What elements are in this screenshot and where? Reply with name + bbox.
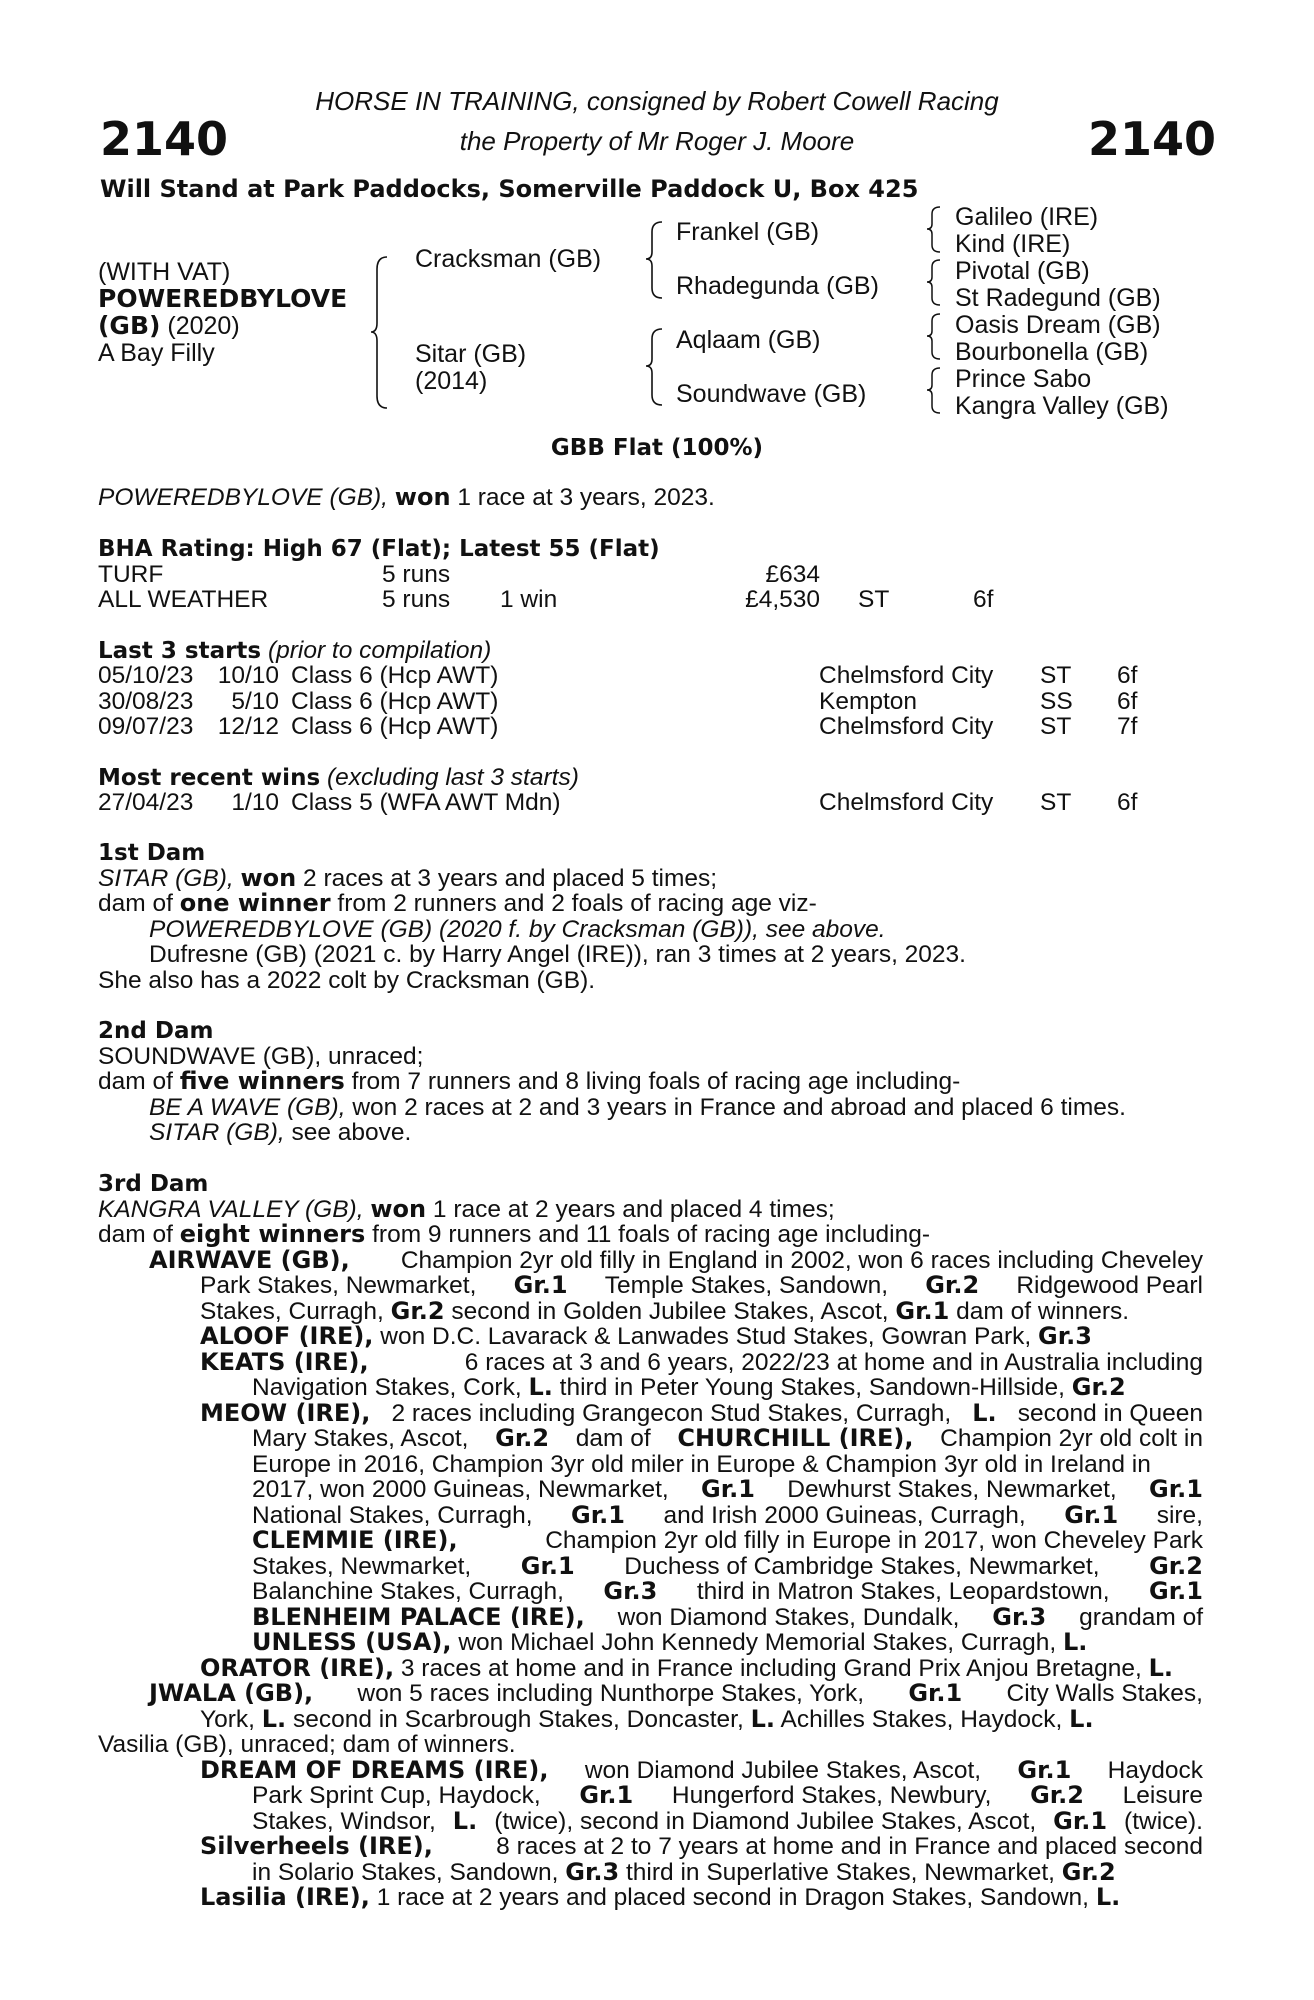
lasilia-line: Lasilia (IRE), 1 race at 2 years and placed second in Dragon Stakes, Sandown, L. (200, 1883, 1121, 1911)
meow-line2: Mary Stakes, Ascot, Gr.2 dam of CHURCHILL (IRE), Champion 2yr old colt in (252, 1424, 1203, 1452)
dam1-line2: dam of one winner from 2 runners and 2 foals of racing age viz- (98, 889, 817, 917)
rating-going: ST (858, 586, 890, 613)
recent-wins-note: (excluding last 3 starts) (326, 764, 579, 791)
vat-label: (WITH VAT) (98, 258, 231, 286)
summary-won: won (394, 483, 451, 511)
last3-date: 09/07/23 (98, 713, 194, 740)
pedigree-bracket-g1 (928, 205, 944, 255)
pedigree-bracket-main (373, 255, 393, 410)
jwala-line1: JWALA (GB), won 5 races including Nunthorpe Stakes, York, Gr.1 City Walls Stakes, (149, 1679, 1203, 1707)
dam1-line3: POWEREDBYLOVE (GB) (2020 f. by Cracksman (GB)), see above. (149, 916, 886, 943)
dam1-line1: SITAR (GB), won 2 races at 3 years and placed 5 times; (98, 864, 718, 892)
ancestor-8: Kangra Valley (GB) (955, 392, 1169, 420)
recent-win-class: Class 5 (WFA AWT Mdn) (291, 789, 561, 816)
recent-win-date: 27/04/23 (98, 789, 194, 816)
dream-line3: Stakes, Windsor, L. (twice), second in Diamond Jubilee Stakes, Ascot, Gr.1 (twice). (252, 1807, 1203, 1835)
silverheels-line1: Silverheels (IRE), 8 races at 2 to 7 years at home and in France and placed second (200, 1832, 1203, 1860)
dam2-line1: SOUNDWAVE (GB), unraced; (98, 1043, 424, 1070)
recent-wins-title: Most recent wins (98, 765, 321, 791)
orator-line: ORATOR (IRE), 3 races at home and in France including Grand Prix Anjou Bretagne, L. (200, 1654, 1173, 1682)
horse-year: (2020) (167, 312, 240, 340)
last3-class: Class 6 (Hcp AWT) (291, 662, 499, 689)
pedigree-bracket-g4 (928, 366, 944, 416)
dam1-line4: Dufresne (GB) (2021 c. by Harry Angel (IRE)), ran 3 times at 2 years, 2023. (149, 941, 966, 968)
dam-name: Sitar (GB) (415, 340, 527, 368)
ancestor-2: Kind (IRE) (955, 230, 1071, 258)
recent-win-going: ST (1040, 789, 1072, 816)
rating-distance: 6f (973, 586, 994, 613)
horse-name: POWEREDBYLOVE (98, 284, 348, 313)
dam-sire-name: Aqlaam (GB) (676, 326, 821, 354)
last3-going: ST (1040, 713, 1072, 740)
rating-surface: TURF (98, 561, 164, 588)
pedigree-bracket-sire (648, 220, 668, 300)
meow-line4: 2017, won 2000 Guineas, Newmarket, Gr.1 Dewhurst Stakes, Newmarket, Gr.1 (252, 1475, 1203, 1503)
dam1-line5: She also has a 2022 colt by Cracksman (GB). (98, 967, 596, 994)
last3-title: Last 3 starts (98, 638, 262, 664)
pedigree-bracket-dam (648, 327, 668, 407)
pedigree-bracket-g2 (928, 258, 944, 308)
rating-surface: ALL WEATHER (98, 586, 269, 613)
last3-distance: 7f (1117, 713, 1138, 740)
ancestor-7: Prince Sabo (955, 365, 1092, 393)
sire-sire-name: Frankel (GB) (676, 218, 820, 246)
recent-win-position: 1/10 (231, 789, 279, 816)
clemmie-line1: CLEMMIE (IRE), Champion 2yr old filly in Europe in 2017, won Cheveley Park (252, 1526, 1203, 1554)
last3-date: 05/10/23 (98, 662, 194, 689)
rating-prize: £4,530 (745, 586, 820, 613)
recent-win-distance: 6f (1117, 789, 1138, 816)
last3-position: 10/10 (217, 662, 279, 689)
rating-runs: 5 runs (382, 586, 451, 613)
stable-location: Will Stand at Park Paddocks, Somerville Paddock U, Box 425 (100, 175, 919, 203)
blenheim-line: BLENHEIM PALACE (IRE), won Diamond Stakes, Dundalk, Gr.3 grandam of (252, 1603, 1203, 1631)
sire-dam-name: Rhadegunda (GB) (676, 272, 879, 300)
horse-origin: (GB) (98, 311, 161, 340)
dam2-line4: SITAR (GB), see above. (149, 1119, 412, 1146)
last3-class: Class 6 (Hcp AWT) (291, 713, 499, 740)
jwala-line2: York, L. second in Scarbrough Stakes, Doncaster, L. Achilles Stakes, Haydock, L. (200, 1705, 1094, 1733)
last3-course: Kempton (819, 687, 918, 715)
ancestor-1: Galileo (IRE) (955, 203, 1099, 231)
airwave-line1: AIRWAVE (GB), Champion 2yr old filly in England in 2002, won 6 races including Cheveley (149, 1246, 1203, 1274)
airwave-line3: Stakes, Curragh, Gr.2 second in Golden Jubilee Stakes, Ascot, Gr.1 dam of winners. (200, 1297, 1130, 1325)
last3-distance: 6f (1117, 662, 1138, 689)
clemmie-line3: Balanchine Stakes, Curragh, Gr.3 third in Matron Stakes, Leopardstown, Gr.1 (252, 1577, 1203, 1605)
gbb-label: GBB Flat (100%) (550, 435, 764, 461)
keats-line1: KEATS (IRE), 6 races at 3 and 6 years, 2022/23 at home and in Australia including (200, 1348, 1203, 1376)
keats-line2: Navigation Stakes, Cork, L. third in Peter Young Stakes, Sandown-Hillside, Gr.2 (252, 1373, 1126, 1401)
last3-position: 5/10 (231, 687, 279, 715)
rating-wins: 1 win (500, 586, 558, 613)
property-line: the Property of Mr Roger J. Moore (459, 126, 855, 156)
last3-date: 30/08/23 (98, 687, 194, 715)
horse-description: A Bay Filly (98, 339, 215, 367)
meow-line3: Europe in 2016, Champion 3yr old miler in Europe & Champion 3yr old in Ireland in (252, 1451, 1151, 1478)
dam2-line3: BE A WAVE (GB), won 2 races at 2 and 3 years in France and abroad and placed 6 times. (149, 1094, 1126, 1121)
meow-line5: National Stakes, Curragh, Gr.1 and Irish 2000 Guineas, Curragh, Gr.1 sire, (252, 1501, 1203, 1529)
race-summary (98, 485, 715, 511)
dam1-title: 1st Dam (98, 840, 206, 866)
recent-win-course: Chelmsford City (819, 789, 994, 816)
last3-course: Chelmsford City (819, 662, 994, 689)
dream-line1: DREAM OF DREAMS (IRE), won Diamond Jubilee Stakes, Ascot, Gr.1 Haydock (200, 1756, 1203, 1784)
summary-horse: POWEREDBYLOVE (GB), (98, 484, 388, 511)
last3-class: Class 6 (Hcp AWT) (291, 687, 499, 715)
dam-year: (2014) (415, 367, 488, 395)
dam3-line1: KANGRA VALLEY (GB), won 1 race at 2 years and placed 4 times; (98, 1195, 835, 1223)
lot-number-right: 2140 (1088, 112, 1217, 166)
unless-line: UNLESS (USA), won Michael John Kennedy Memorial Stakes, Curragh, L. (252, 1628, 1088, 1656)
horse-origin-year (98, 311, 240, 341)
last3-going: SS (1040, 687, 1073, 715)
consignor-line: HORSE IN TRAINING, consigned by Robert Cowell Racing (315, 86, 999, 116)
ancestor-6: Bourbonella (GB) (955, 338, 1149, 366)
dream-line2: Park Sprint Cup, Haydock, Gr.1 Hungerford Stakes, Newbury, Gr.2 Leisure (252, 1781, 1203, 1809)
last3-going: ST (1040, 662, 1072, 689)
bha-rating-title: BHA Rating: High 67 (Flat); Latest 55 (Flat) (98, 536, 660, 562)
silverheels-line2: in Solario Stakes, Sandown, Gr.3 third in Superlative Stakes, Newmarket, Gr.2 (252, 1858, 1116, 1886)
pedigree-bracket-g3 (928, 312, 944, 362)
clemmie-line2: Stakes, Newmarket, Gr.1 Duchess of Cambridge Stakes, Newmarket, Gr.2 (252, 1552, 1203, 1580)
last3-course: Chelmsford City (819, 713, 994, 740)
last3-position: 12/12 (217, 713, 279, 740)
recent-wins-header (98, 765, 579, 792)
rating-runs: 5 runs (382, 561, 451, 588)
meow-line1: MEOW (IRE), 2 races including Grangecon Stud Stakes, Curragh, L. second in Queen (200, 1399, 1203, 1427)
vasilia-line: Vasilia (GB), unraced; dam of winners. (98, 1731, 516, 1758)
last3-distance: 6f (1117, 687, 1138, 715)
rating-prize: £634 (765, 561, 820, 588)
airwave-line2: Park Stakes, Newmarket, Gr.1 Temple Stakes, Sandown, Gr.2 Ridgewood Pearl (200, 1271, 1203, 1299)
last3-note: (prior to compilation) (267, 637, 492, 664)
sire-name: Cracksman (GB) (415, 245, 602, 273)
dam2-line2: dam of five winners from 7 runners and 8 living foals of racing age including- (98, 1067, 961, 1095)
ancestor-5: Oasis Dream (GB) (955, 311, 1161, 339)
ancestor-3: Pivotal (GB) (955, 257, 1090, 285)
dam-dam-name: Soundwave (GB) (676, 380, 867, 408)
dam3-line2: dam of eight winners from 9 runners and 11 foals of racing age including- (98, 1220, 931, 1248)
dam2-title: 2nd Dam (98, 1018, 214, 1044)
ancestor-4: St Radegund (GB) (955, 284, 1161, 312)
last3-header (98, 638, 491, 665)
lot-number-left: 2140 (100, 112, 229, 166)
aloof-line: ALOOF (IRE), won D.C. Lavarack & Lanwades Stud Stakes, Gowran Park, Gr.3 (200, 1322, 1092, 1350)
dam3-title: 3rd Dam (98, 1171, 209, 1197)
summary-rest: 1 race at 3 years, 2023. (457, 484, 715, 511)
